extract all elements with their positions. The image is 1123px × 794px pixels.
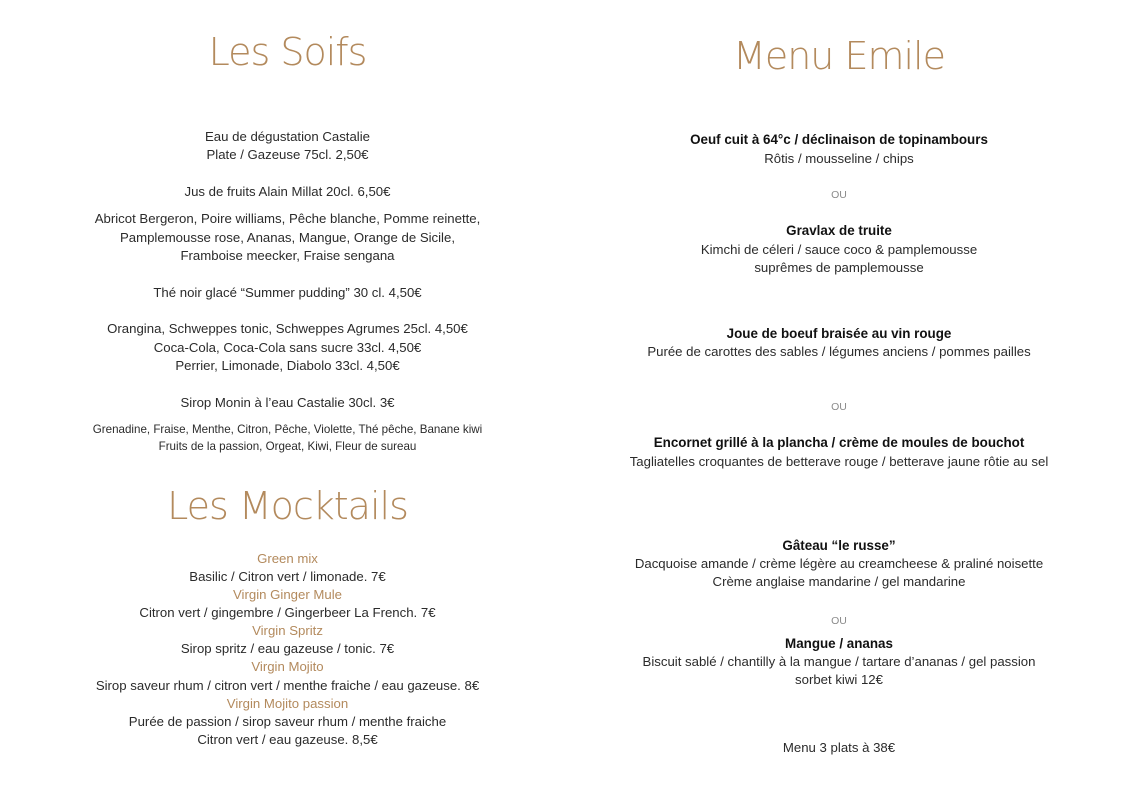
- mocktail-desc: Citron vert / eau gazeuse. 8,5€: [197, 732, 378, 747]
- main-2-desc: Tagliatelles croquantes de betterave rouge / betterave jaune rôtie au sel: [629, 454, 1049, 469]
- dessert-2-desc-2: sorbet kiwi 12€: [795, 672, 883, 687]
- mocktail-desc: Sirop saveur rhum / citron vert / menthe fraiche / eau gazeuse. 8€: [95, 678, 480, 693]
- water-line-2: Plate / Gazeuse 75cl. 2,50€: [206, 147, 369, 162]
- mocktail-desc: Basilic / Citron vert / limonade. 7€: [189, 569, 386, 584]
- main-1-name: Joue de boeuf braisée au vin rouge: [726, 326, 952, 341]
- mocktail-desc: Purée de passion / sirop saveur rhum / menthe fraiche: [128, 714, 447, 729]
- mocktail-desc: Citron vert / gingembre / Gingerbeer La French. 7€: [139, 605, 436, 620]
- ou-separator: OU: [831, 401, 847, 413]
- syrup-flavours-1: Grenadine, Fraise, Menthe, Citron, Pêche, Violette, Thé pêche, Banane kiwi: [92, 423, 483, 436]
- mocktail-name: Virgin Mojito passion: [226, 696, 349, 711]
- juice-flavours-3: Framboise meecker, Fraise sengana: [180, 248, 395, 263]
- juice-flavours-2: Pamplemousse rose, Ananas, Mangue, Orange de Sicile,: [119, 230, 455, 245]
- juice-title: Jus de fruits Alain Millat 20cl. 6,50€: [184, 184, 391, 199]
- menu-price: Menu 3 plats à 38€: [782, 740, 896, 755]
- syrup-flavours-2: Fruits de la passion, Orgeat, Kiwi, Fleur de sureau: [158, 440, 417, 453]
- mocktails-title: Les Mocktails: [167, 484, 408, 528]
- main-1-desc: Purée de carottes des sables / légumes anciens / pommes pailles: [647, 344, 1031, 359]
- main-2-name: Encornet grillé à la plancha / crème de moules de bouchot: [653, 435, 1025, 450]
- water-line-1: Eau de dégustation Castalie: [205, 129, 370, 144]
- dessert-1-name: Gâteau “le russe”: [782, 538, 896, 553]
- starter-2-desc-1: Kimchi de céleri / sauce coco & pamplemousse: [700, 242, 978, 257]
- dessert-1-desc-2: Crème anglaise mandarine / gel mandarine: [712, 574, 966, 589]
- starter-1-desc: Rôtis / mousseline / chips: [764, 151, 914, 166]
- sodas-line-1: Orangina, Schweppes tonic, Schweppes Agrumes 25cl. 4,50€: [107, 321, 468, 336]
- sodas-line-2: Coca-Cola, Coca-Cola sans sucre 33cl. 4,50€: [153, 340, 422, 355]
- ou-separator: OU: [831, 615, 847, 627]
- mocktail-name: Virgin Mojito: [251, 659, 324, 674]
- menu-title: Menu Emile: [733, 34, 945, 78]
- mocktail-name: Virgin Ginger Mule: [233, 587, 342, 602]
- dessert-2-name: Mangue / ananas: [785, 636, 893, 651]
- mocktail-name: Green mix: [257, 551, 318, 566]
- soifs-title: Les Soifs: [208, 30, 367, 74]
- starter-2-name: Gravlax de truite: [786, 223, 892, 238]
- starter-1-name: Oeuf cuit à 64°c / déclinaison de topinambours: [690, 132, 988, 147]
- iced-tea-line: Thé noir glacé “Summer pudding” 30 cl. 4,50€: [153, 285, 422, 300]
- dessert-2-desc-1: Biscuit sablé / chantilly à la mangue / tartare d’ananas / gel passion: [642, 654, 1036, 669]
- starter-2-desc-2: suprêmes de pamplemousse: [754, 260, 924, 275]
- mocktail-name: Virgin Spritz: [252, 623, 323, 638]
- mocktail-desc: Sirop spritz / eau gazeuse / tonic. 7€: [180, 641, 395, 656]
- syrup-title: Sirop Monin à l’eau Castalie 30cl. 3€: [180, 395, 395, 410]
- juice-flavours-1: Abricot Bergeron, Poire williams, Pêche blanche, Pomme reinette,: [94, 211, 481, 226]
- sodas-line-3: Perrier, Limonade, Diabolo 33cl. 4,50€: [175, 358, 400, 373]
- ou-separator: OU: [831, 189, 847, 201]
- dessert-1-desc-1: Dacquoise amande / crème légère au creamcheese & praliné noisette: [634, 556, 1044, 571]
